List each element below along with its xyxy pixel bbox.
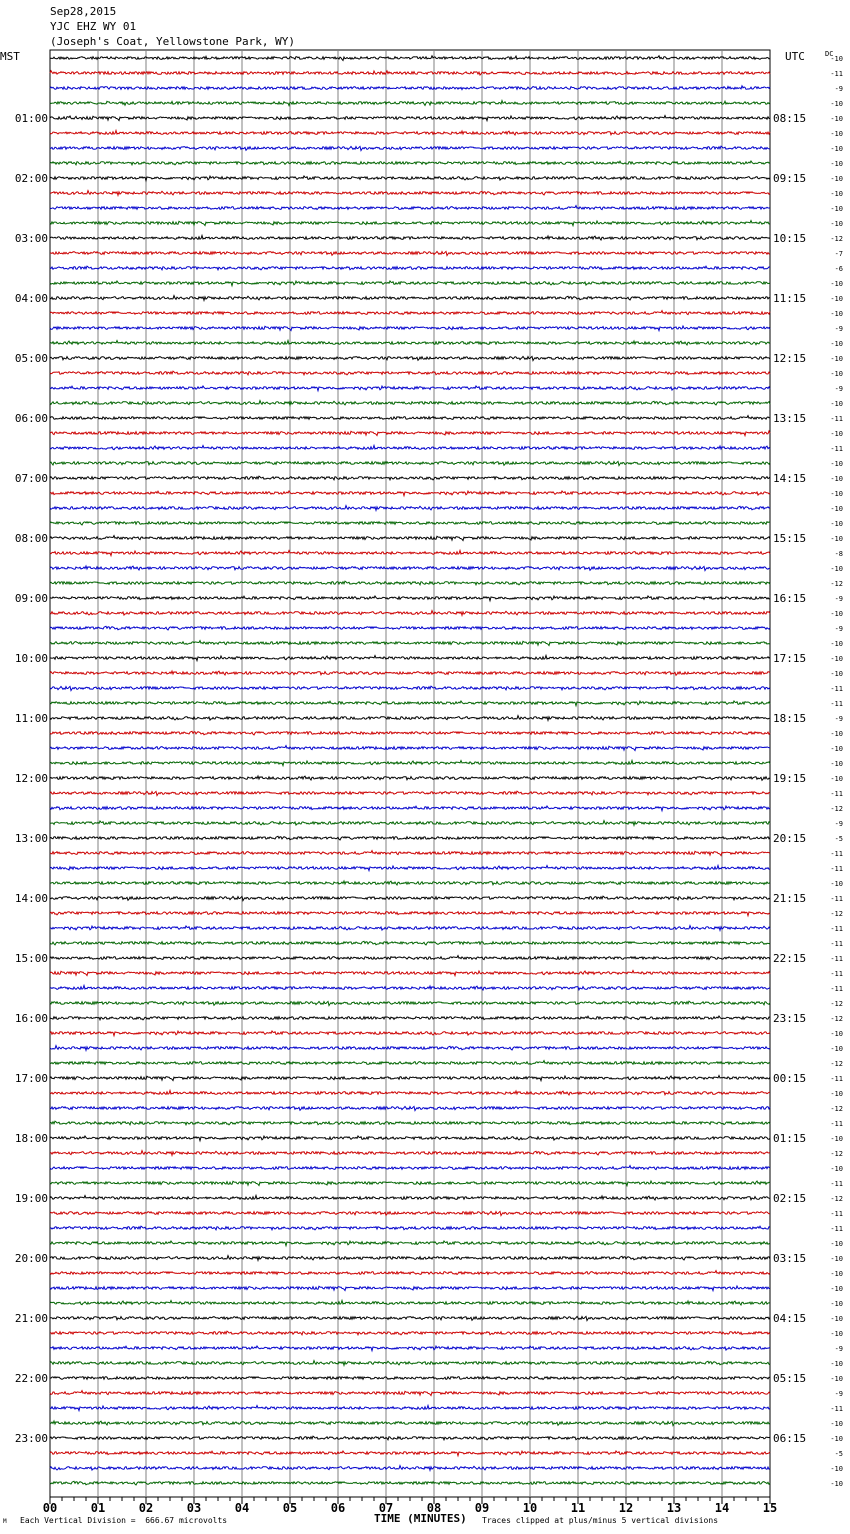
dc-offset-label: -10 (830, 745, 843, 753)
dc-offset-label: -10 (830, 670, 843, 678)
x-tick-label: 14 (714, 1501, 730, 1515)
dc-offset-label: -10 (830, 145, 843, 153)
dc-offset-label: -11 (830, 1075, 843, 1083)
trace-row (50, 356, 770, 360)
trace-row (50, 1377, 770, 1380)
left-hour-label: 07:00 (14, 472, 48, 485)
trace-row (50, 416, 770, 420)
right-hour-label: 18:15 (773, 712, 807, 725)
clip-note: Traces clipped at plus/minus 5 vertical divisions (482, 1516, 719, 1525)
right-hour-label: 03:15 (773, 1252, 807, 1265)
trace-row (50, 656, 770, 661)
dc-offset-label: -10 (830, 640, 843, 648)
dc-offset-label: -11 (830, 985, 843, 993)
x-tick-label: 07 (378, 1501, 394, 1515)
dc-offset-label: -10 (830, 1165, 843, 1173)
dc-offset-label: -11 (830, 790, 843, 798)
trace-row (50, 686, 770, 690)
trace-row (50, 71, 770, 75)
right-hour-label: 15:15 (773, 532, 807, 545)
left-axis-title: MST (0, 50, 20, 63)
left-hour-label: 21:00 (14, 1312, 48, 1325)
trace-row (50, 1166, 770, 1170)
trace-row (50, 506, 770, 511)
x-axis-label: TIME (MINUTES) (374, 1512, 467, 1525)
dc-offset-label: -9 (834, 715, 843, 723)
dc-offset-label: -11 (830, 955, 843, 963)
dc-offset-label: -12 (830, 1060, 843, 1068)
dc-offset-label: -10 (830, 310, 843, 318)
trace-row (50, 236, 770, 241)
right-hour-label: 12:15 (773, 352, 807, 365)
right-hour-label: 23:15 (773, 1012, 807, 1025)
right-hour-label: 22:15 (773, 952, 807, 965)
dc-offset-label: -10 (830, 1300, 843, 1308)
trace-row (50, 176, 770, 181)
dc-offset-label: -11 (830, 1405, 843, 1413)
dc-offset-label: -10 (830, 1360, 843, 1368)
trace-row (50, 221, 770, 226)
corner-mark: M (3, 1518, 7, 1525)
right-hour-label: 08:15 (773, 112, 807, 125)
dc-offset-label: -10 (830, 430, 843, 438)
trace-row (50, 1061, 770, 1065)
trace-row (50, 116, 770, 121)
trace-row (50, 851, 770, 856)
dc-offset-label: -10 (830, 130, 843, 138)
trace-row (50, 1256, 770, 1261)
left-hour-label: 14:00 (14, 892, 48, 905)
right-hour-label: 00:15 (773, 1072, 807, 1085)
left-hour-label: 20:00 (14, 1252, 48, 1265)
x-tick-label: 05 (282, 1501, 298, 1515)
dc-offset-label: -10 (830, 1030, 843, 1038)
dc-offset-label: -12 (830, 1000, 843, 1008)
location-label: (Joseph's Coat, Yellowstone Park, WY) (50, 35, 296, 48)
trace-row (50, 371, 770, 375)
dc-offset-label: -10 (830, 160, 843, 168)
trace-row (50, 296, 770, 301)
x-tick-label: 00 (42, 1501, 58, 1515)
dc-offset-label: -10 (830, 1315, 843, 1323)
trace-row (50, 596, 770, 601)
label-group (15, 55, 843, 1515)
trace-row (50, 1346, 770, 1351)
dc-offset-label: -10 (830, 1270, 843, 1278)
trace-row (50, 776, 770, 780)
trace-row (50, 1136, 770, 1141)
dc-offset-label: -10 (830, 1045, 843, 1053)
dc-offset-label: -12 (830, 910, 843, 918)
right-hour-label: 04:15 (773, 1312, 807, 1325)
dc-offset-label: -10 (830, 220, 843, 228)
dc-offset-label: -10 (830, 1240, 843, 1248)
trace-row (50, 431, 770, 436)
dc-offset-label: -10 (830, 1375, 843, 1383)
trace-row (50, 206, 770, 210)
dc-offset-label: -11 (830, 1210, 843, 1218)
trace-row (50, 146, 770, 150)
dc-header: DC (825, 50, 834, 58)
left-hour-label: 09:00 (14, 592, 48, 605)
dc-offset-label: -11 (830, 1225, 843, 1233)
dc-offset-label: -10 (830, 655, 843, 663)
trace-row (50, 881, 770, 885)
trace-row (50, 1076, 770, 1081)
dc-offset-label: -10 (830, 1255, 843, 1263)
trace-row (50, 1001, 770, 1005)
dc-offset-label: -11 (830, 970, 843, 978)
x-tick-label: 01 (90, 1501, 106, 1515)
dc-offset-label: -10 (830, 190, 843, 198)
dc-offset-label: -12 (830, 805, 843, 813)
x-tick-label: 08 (426, 1501, 442, 1515)
trace-row (50, 1436, 770, 1440)
trace-row (50, 1151, 770, 1156)
trace-row (50, 522, 770, 525)
trace-row (50, 866, 770, 871)
trace-row (50, 926, 770, 931)
left-hour-label: 06:00 (14, 412, 48, 425)
trace-row (50, 266, 770, 270)
scale-note: Each Vertical Division = 666.67 microvolts (20, 1516, 228, 1525)
trace-row (50, 1301, 770, 1306)
dc-offset-label: -10 (830, 520, 843, 528)
trace-row (50, 611, 770, 616)
right-hour-label: 19:15 (773, 772, 807, 785)
station-label: YJC EHZ WY 01 (50, 20, 137, 33)
date-label: Sep28,2015 (50, 5, 117, 18)
dc-offset-label: -10 (830, 205, 843, 213)
trace-row (50, 86, 770, 90)
left-hour-label: 23:00 (14, 1432, 48, 1445)
x-tick-label: 03 (186, 1501, 202, 1515)
dc-offset-label: -11 (830, 1180, 843, 1188)
right-hour-label: 05:15 (773, 1372, 807, 1385)
left-hour-label: 01:00 (14, 112, 48, 125)
left-hour-label: 12:00 (14, 772, 48, 785)
dc-offset-label: -10 (830, 1285, 843, 1293)
dc-offset-label: -9 (834, 385, 843, 393)
right-hour-label: 20:15 (773, 832, 807, 845)
trace-row (50, 386, 770, 391)
left-hour-label: 05:00 (14, 352, 48, 365)
dc-offset-label: -6 (834, 265, 843, 273)
dc-offset-label: -11 (830, 445, 843, 453)
trace-row (50, 1106, 770, 1110)
dc-offset-label: -10 (830, 1090, 843, 1098)
dc-offset-label: -12 (830, 1015, 843, 1023)
x-tick-label: 12 (618, 1501, 634, 1515)
dc-offset-label: -5 (834, 1450, 843, 1458)
x-tick-label: 11 (570, 1501, 586, 1515)
dc-offset-label: -10 (830, 880, 843, 888)
trace-row (50, 281, 770, 286)
left-hour-label: 02:00 (14, 172, 48, 185)
trace-row (50, 446, 770, 450)
trace-row (50, 1421, 770, 1426)
left-hour-label: 10:00 (14, 652, 48, 665)
trace-row (50, 56, 770, 61)
right-hour-label: 10:15 (773, 232, 807, 245)
trace-row (50, 1286, 770, 1291)
trace-row (50, 341, 770, 346)
dc-offset-label: -11 (830, 925, 843, 933)
trace-row (50, 1331, 770, 1335)
left-hour-label: 19:00 (14, 1192, 48, 1205)
trace-row (50, 536, 770, 541)
dc-offset-label: -11 (830, 865, 843, 873)
dc-offset-label: -10 (830, 1480, 843, 1488)
dc-offset-label: -10 (830, 760, 843, 768)
trace-row (50, 1181, 770, 1186)
trace-row (50, 1091, 770, 1096)
trace-row (50, 626, 770, 630)
dc-offset-label: -10 (830, 610, 843, 618)
trace-row (50, 566, 770, 571)
trace-row (50, 1316, 770, 1320)
trace-row (50, 581, 770, 585)
trace-row (50, 161, 770, 165)
dc-offset-label: -10 (830, 115, 843, 123)
dc-offset-label: -10 (830, 475, 843, 483)
left-hour-label: 18:00 (14, 1132, 48, 1145)
right-hour-label: 01:15 (773, 1132, 807, 1145)
dc-offset-label: -10 (830, 1420, 843, 1428)
dc-offset-label: -11 (830, 1120, 843, 1128)
trace-row (50, 641, 770, 646)
trace-row (50, 716, 770, 721)
dc-offset-label: -10 (830, 175, 843, 183)
trace-row (50, 1121, 770, 1125)
dc-offset-label: -9 (834, 625, 843, 633)
dc-offset-label: -10 (830, 55, 843, 63)
trace-row (50, 1031, 770, 1036)
trace-row (50, 836, 770, 840)
right-hour-label: 14:15 (773, 472, 807, 485)
dc-offset-label: -12 (830, 1105, 843, 1113)
dc-offset-label: -11 (830, 895, 843, 903)
dc-offset-label: -10 (830, 295, 843, 303)
left-hour-label: 03:00 (14, 232, 48, 245)
dc-offset-label: -10 (830, 370, 843, 378)
trace-row (50, 1466, 770, 1471)
dc-offset-label: -10 (830, 730, 843, 738)
right-axis-title: UTC (785, 50, 805, 63)
dc-offset-label: -10 (830, 460, 843, 468)
right-hour-label: 16:15 (773, 592, 807, 605)
dc-offset-label: -11 (830, 700, 843, 708)
trace-row (50, 1241, 770, 1246)
trace-row (50, 491, 770, 496)
right-hour-label: 21:15 (773, 892, 807, 905)
left-hour-label: 15:00 (14, 952, 48, 965)
dc-offset-label: -11 (830, 685, 843, 693)
trace-row (50, 731, 770, 735)
trace-row (50, 401, 770, 406)
trace-row (50, 956, 770, 960)
trace-row (50, 461, 770, 465)
right-hour-label: 17:15 (773, 652, 807, 665)
trace-row (50, 131, 770, 136)
trace-row (50, 1391, 770, 1396)
trace-row (50, 1196, 770, 1201)
dc-offset-label: -10 (830, 400, 843, 408)
trace-row (50, 806, 770, 811)
trace-row (50, 761, 770, 766)
trace-row (50, 326, 770, 331)
dc-offset-label: -11 (830, 70, 843, 78)
dc-offset-label: -10 (830, 775, 843, 783)
right-hour-label: 13:15 (773, 412, 807, 425)
dc-offset-label: -9 (834, 1345, 843, 1353)
dc-offset-label: -10 (830, 1135, 843, 1143)
trace-row (50, 1361, 770, 1366)
dc-offset-label: -11 (830, 850, 843, 858)
dc-offset-label: -12 (830, 1150, 843, 1158)
dc-offset-label: -11 (830, 415, 843, 423)
trace-row (50, 1271, 770, 1275)
dc-offset-label: -9 (834, 820, 843, 828)
left-hour-label: 08:00 (14, 532, 48, 545)
left-hour-label: 16:00 (14, 1012, 48, 1025)
dc-offset-label: -9 (834, 1390, 843, 1398)
dc-offset-label: -10 (830, 1465, 843, 1473)
trace-row (50, 1016, 770, 1020)
trace-row (50, 671, 770, 675)
trace-row (50, 251, 770, 255)
trace-group (50, 56, 770, 1485)
x-tick-label: 09 (474, 1501, 490, 1515)
dc-offset-label: -10 (830, 100, 843, 108)
dc-offset-label: -8 (834, 550, 843, 558)
dc-offset-label: -10 (830, 355, 843, 363)
trace-row (50, 476, 770, 480)
trace-row (50, 101, 770, 106)
trace-row (50, 746, 770, 751)
trace-row (50, 941, 770, 945)
trace-row (50, 701, 770, 706)
dc-offset-label: -12 (830, 235, 843, 243)
dc-offset-label: -10 (830, 1435, 843, 1443)
dc-offset-label: -10 (830, 490, 843, 498)
left-hour-label: 11:00 (14, 712, 48, 725)
right-hour-label: 11:15 (773, 292, 807, 305)
right-hour-label: 06:15 (773, 1432, 807, 1445)
trace-row (50, 1211, 770, 1215)
x-tick-label: 06 (330, 1501, 346, 1515)
trace-row (50, 896, 770, 900)
left-hour-label: 13:00 (14, 832, 48, 845)
trace-row (50, 1451, 770, 1456)
dc-offset-label: -7 (834, 250, 843, 258)
dc-offset-label: -10 (830, 280, 843, 288)
trace-row (50, 1406, 770, 1411)
trace-row (50, 1226, 770, 1230)
x-tick-label: 15 (762, 1501, 778, 1515)
left-hour-label: 04:00 (14, 292, 48, 305)
trace-row (50, 311, 770, 315)
trace-row (50, 986, 770, 991)
dc-offset-label: -5 (834, 835, 843, 843)
dc-offset-label: -10 (830, 340, 843, 348)
dc-offset-label: -9 (834, 325, 843, 333)
dc-offset-label: -12 (830, 580, 843, 588)
dc-offset-label: -10 (830, 535, 843, 543)
trace-row (50, 971, 770, 976)
dc-offset-label: -10 (830, 565, 843, 573)
trace-row (50, 1046, 770, 1051)
trace-row (50, 551, 770, 556)
trace-row (50, 911, 770, 916)
x-tick-label: 04 (234, 1501, 250, 1515)
trace-row (50, 791, 770, 795)
trace-row (50, 1481, 770, 1485)
dc-offset-label: -10 (830, 505, 843, 513)
dc-offset-label: -11 (830, 940, 843, 948)
dc-offset-label: -9 (834, 85, 843, 93)
x-tick-label: 10 (522, 1501, 538, 1515)
left-hour-label: 22:00 (14, 1372, 48, 1385)
x-tick-label: 02 (138, 1501, 154, 1515)
trace-row (50, 821, 770, 826)
dc-offset-label: -12 (830, 1195, 843, 1203)
right-hour-label: 02:15 (773, 1192, 807, 1205)
dc-offset-label: -9 (834, 595, 843, 603)
right-hour-label: 09:15 (773, 172, 807, 185)
trace-row (50, 191, 770, 196)
x-tick-label: 13 (666, 1501, 682, 1515)
dc-offset-label: -10 (830, 1330, 843, 1338)
left-hour-label: 17:00 (14, 1072, 48, 1085)
